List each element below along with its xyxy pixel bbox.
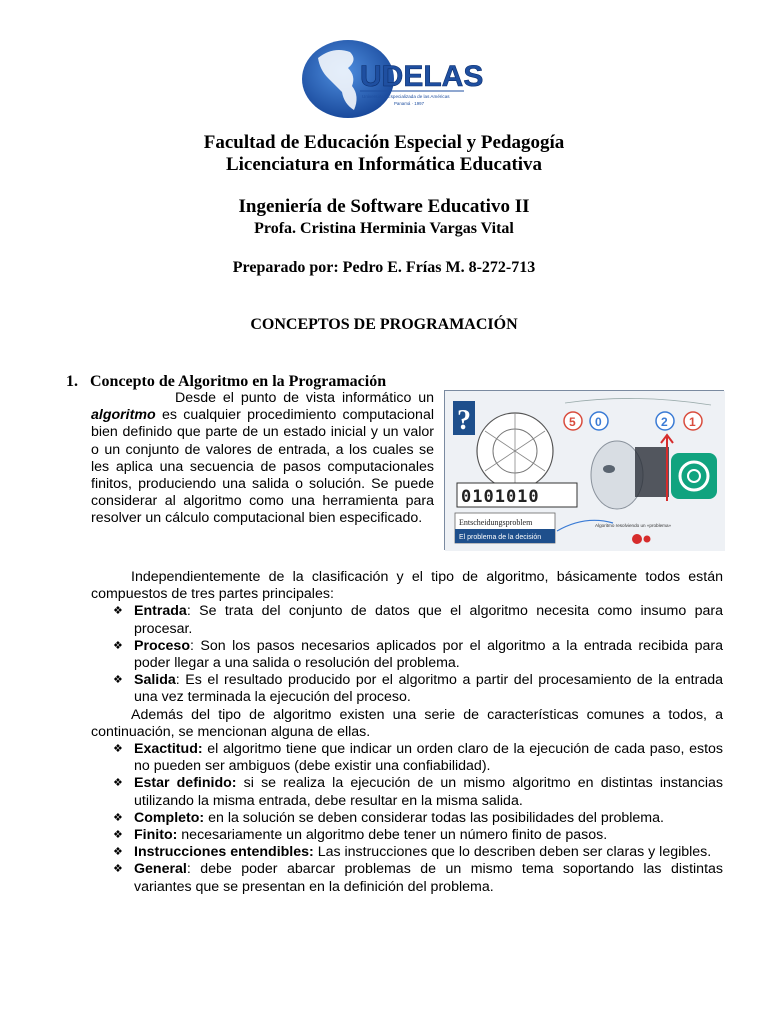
- list-item: ❖ Estar definido: si se realiza la ejecución de un mismo algoritmo en distintas instancias utilizando la misma entrada, debe resultar en la misma salida.: [113, 775, 723, 809]
- logo-subtitle: Universidad Especializada de las Américas: [362, 94, 450, 99]
- diamond-bullet-icon: ❖: [113, 674, 123, 687]
- section-title: Concepto de Algoritmo en la Programación: [90, 373, 387, 390]
- parts-list: [91, 603, 723, 706]
- small-label: Algoritmo resolviendo un «problema»: [595, 523, 672, 528]
- svg-text:5: 5: [569, 415, 576, 429]
- svg-text:1: 1: [689, 415, 696, 429]
- list-item: ❖ Instrucciones entendibles: Las instrucciones que lo describen deben ser claras y legibles.: [113, 844, 712, 861]
- features-intro-paragraph: Además del tipo de algoritmo existen una serie de características comunes a todos, a continuación, se mencionan alguna de ellas.: [91, 706, 723, 740]
- diamond-bullet-icon: ❖: [113, 811, 123, 824]
- diamond-bullet-icon: ❖: [113, 863, 123, 876]
- parts-intro-paragraph: Independientemente de la clasificación y el tipo de algoritmo, básicamente todos están compuestos de tres partes principales:: [91, 569, 723, 603]
- binary-text: 0101010: [461, 487, 540, 507]
- algorithm-definition-paragraph: Desde el punto de vista informático un algoritmo es cualquier procedimiento computacional bien definido que parte de un estado inicial y un valor o un conjunto de valores de entrada, a los cuales se les aplica una secuencia de pasos computacionales finitos, produciendo una salida o solución. Se puede considerar al algoritmo como una herramienta para resolver un cálculo computacional bien especificado.: [91, 390, 434, 527]
- diamond-bullet-icon: ❖: [113, 829, 123, 842]
- logo-text: UDELAS: [360, 60, 484, 93]
- list-item: ❖ Completo: en la solución se deben considerar todas las posibilidades del problema.: [113, 809, 664, 826]
- list-item: ❖ General: debe poder abarcar problemas de un mismo tema soportando las distintas variantes que se presentan en la definición del problema.: [113, 861, 723, 895]
- udelas-logo: [298, 38, 484, 120]
- section-number: 1.: [66, 373, 78, 390]
- list-item: ❖ Proceso: Son los pasos necesarios aplicados por el algoritmo a la entrada recibida para poder llegar a una salida o resolución del problema.: [113, 637, 723, 672]
- svg-text:?: ?: [457, 405, 471, 436]
- list-item: ❖ Finito: necesariamente un algoritmo debe tener un número finito de pasos.: [113, 827, 608, 844]
- prepared-by-line: Preparado por: Pedro E. Frías M. 8-272-713: [232, 259, 536, 276]
- caption-german: Entscheidungsproblem: [459, 518, 533, 527]
- svg-text:2: 2: [661, 415, 668, 429]
- body-content: [91, 569, 723, 896]
- svg-text:0: 0: [595, 415, 602, 429]
- section-heading: [66, 372, 386, 392]
- faculty-heading: Facultad de Educación Especial y Pedagogía: [203, 132, 565, 153]
- course-heading: Ingeniería de Software Educativo II: [238, 196, 530, 217]
- diamond-bullet-icon: ❖: [113, 605, 123, 618]
- degree-heading: Licenciatura en Informática Educativa: [225, 154, 543, 175]
- diamond-bullet-icon: ❖: [113, 777, 123, 790]
- caption-spanish: El problema de la decisión: [459, 534, 542, 541]
- logo-location: Panamá · 1997: [394, 101, 425, 106]
- list-item: ❖ Entrada: Se trata del conjunto de datos que el algoritmo necesita como insumo para procesar.: [113, 603, 723, 637]
- diamond-bullet-icon: ❖: [113, 639, 123, 652]
- algorithm-illustration: [444, 390, 724, 550]
- green-logo: [671, 453, 717, 499]
- list-item: ❖ Exactitud: el algoritmo tiene que indicar un orden claro de la ejecución de cada paso, estos no pueden ser ambiguos (debe existir una confiabilidad).: [113, 741, 723, 775]
- diamond-bullet-icon: ❖: [113, 846, 123, 859]
- list-item: ❖ Salida: Es el resultado producido por el algoritmo a partir del procesamiento de la entrada una vez terminada la ejecución del proceso.: [113, 672, 723, 706]
- professor-line: Profa. Cristina Herminia Vargas Vital: [254, 220, 514, 237]
- algorithm-term: algoritmo: [91, 407, 156, 424]
- features-list: [91, 741, 723, 896]
- diamond-bullet-icon: ❖: [113, 743, 123, 756]
- red-gears: [632, 534, 642, 544]
- document-title: CONCEPTOS DE PROGRAMACIÓN: [250, 316, 518, 333]
